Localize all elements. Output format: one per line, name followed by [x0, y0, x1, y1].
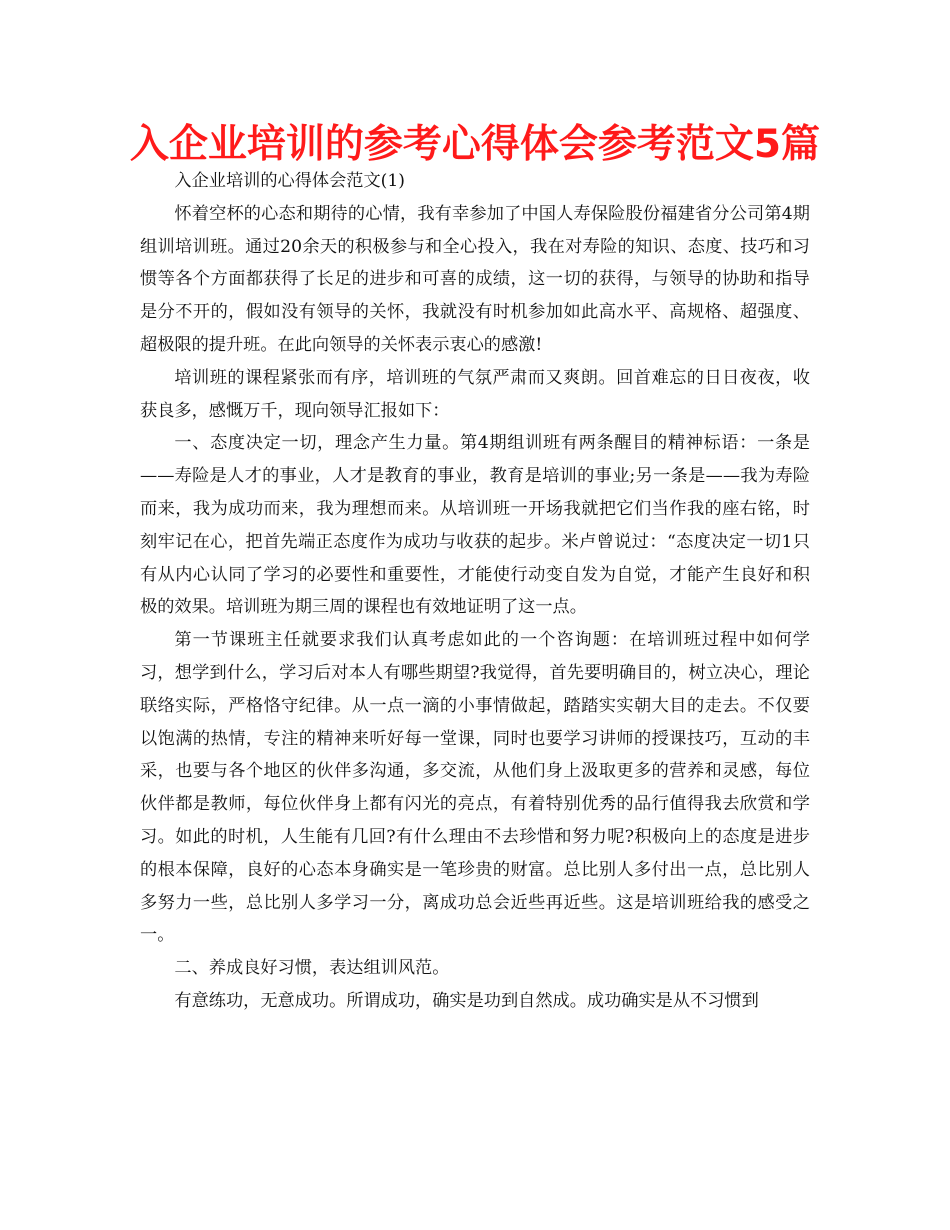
section-heading: 入企业培训的心得体会范文(1)	[174, 171, 405, 191]
paragraph: 一、态度决定一切，理念产生力量。第4期组训班有两条醒目的精神标语：一条是——寿险是人才的事业，人才是教育的事业，教育是培训的事业;另一条是——我为寿险而来，我为成功而来，我为理想而来。从培训班一开场我就把它们当作我的座右铭，时刻牢记在心，把首先端正态度作为成功与收获的起步。米卢曾说过：“态度决定一切1只有从内心认同了学习的必要性和重要性，才能使行动变自发为自觉，才能产生良好和积极的效果。培训班为期三周的课程也有效地证明了这一点。	[140, 433, 810, 618]
document-body	[140, 165, 810, 1018]
document-title: 入企业培训的参考心得体会参考范文5篇	[129, 122, 821, 167]
paragraph: 怀着空杯的心态和期待的心情，我有幸参加了中国人寿保险股份福建省分公司第4期组训培训班。通过20余天的积极参与和全心投入，我在对寿险的知识、态度、技巧和习惯等各个方面都获得了长足的进步和可喜的成绩，这一切的获得，与领导的协助和指导是分不开的，假如没有领导的关怀，我就没有时机参加如此高水平、高规格、超强度、超极限的提升班。在此向领导的关怀表示衷心的感激!	[140, 203, 810, 355]
paragraph: 第一节课班主任就要求我们认真考虑如此的一个咨询题：在培训班过程中如何学习，想学到什么，学习后对本人有哪些期望?我觉得，首先要明确目的，树立决心，理论联络实际，严格恪守纪律。从一点一滴的小事情做起，踏踏实实朝大目的走去。不仅要以饱满的热情，专注的精神来听好每一堂课，同时也要学习讲师的授课技巧，互动的丰采，也要与各个地区的伙伴多沟通，多交流，从他们身上汲取更多的营养和灵感，每位伙伴都是教师，每位伙伴身上都有闪光的亮点，有着特别优秀的品行值得我去欣赏和学习。如此的时机，人生能有几回?有什么理由不去珍惜和努力呢?积极向上的态度是进步的根本保障，良好的心态本身确实是一笔珍贵的财富。总比别人多付出一点，总比别人多努力一些，总比别人多学习一分，离成功总会近些再近些。这是培训班给我的感受之一。	[140, 630, 810, 946]
subsection-heading: 二、养成良好习惯，表达组训风范。	[174, 958, 450, 979]
paragraph: 有意练功，无意成功。所谓成功，确实是功到自然成。成功确实是从不习惯到	[174, 990, 759, 1011]
paragraph: 培训班的课程紧张而有序，培训班的气氛严肃而又爽朗。回首难忘的日日夜夜，收获良多，感慨万千，现向领导汇报如下：	[140, 367, 810, 421]
